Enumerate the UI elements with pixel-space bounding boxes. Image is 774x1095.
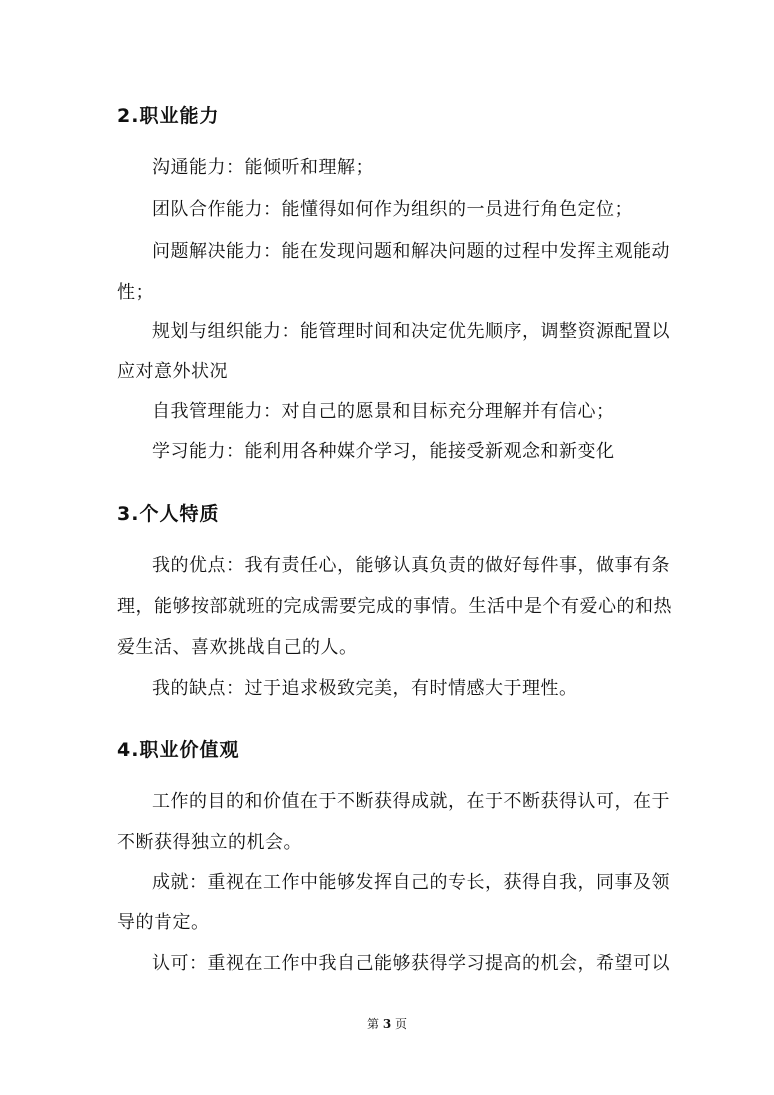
- paragraph-line: 性；: [117, 282, 154, 303]
- paragraph-line: 不断获得独立的机会。: [117, 832, 302, 853]
- paragraph-line: 团队合作能力：能懂得如何作为组织的一员进行角色定位；: [152, 199, 633, 220]
- paragraph-line: 沟通能力：能倾听和理解；: [152, 157, 374, 178]
- paragraph-line: 学习能力：能利用各种媒介学习，能接受新观念和新变化: [152, 441, 615, 462]
- paragraph-line: 爱生活、喜欢挑战自己的人。: [117, 637, 358, 658]
- section-heading-career-values: 4.职业价值观: [117, 739, 240, 761]
- paragraph-line: 理，能够按部就班的完成需要完成的事情。生活中是个有爱心的和热: [117, 596, 672, 617]
- paragraph-line: 自我管理能力：对自己的愿景和目标充分理解并有信心；: [152, 401, 615, 422]
- paragraph-line: 成就：重视在工作中能够发挥自己的专长，获得自我，同事及领: [152, 872, 670, 893]
- paragraph-line: 我的缺点：过于追求极致完美，有时情感大于理性。: [152, 678, 578, 699]
- footer-prefix: 第: [366, 1017, 379, 1031]
- paragraph-line: 工作的目的和价值在于不断获得成就，在于不断获得认可，在于: [152, 791, 670, 812]
- footer-suffix: 页: [395, 1017, 408, 1031]
- paragraph-line: 问题解决能力：能在发现问题和解决问题的过程中发挥主观能动: [152, 241, 670, 262]
- page-footer: [0, 1018, 774, 1030]
- paragraph-line: 应对意外状况: [117, 361, 228, 382]
- paragraph-line: 规划与组织能力：能管理时间和决定优先顺序，调整资源配置以: [152, 321, 670, 342]
- paragraph-line: 认可：重视在工作中我自己能够获得学习提高的机会，希望可以: [152, 953, 670, 974]
- paragraph-line: 导的肯定。: [117, 912, 210, 933]
- section-heading-personal-traits: 3.个人特质: [117, 503, 220, 525]
- section-heading-career-ability: 2.职业能力: [117, 105, 220, 127]
- paragraph-line: 我的优点：我有责任心，能够认真负责的做好每件事，做事有条: [152, 555, 670, 576]
- page-number: 3: [382, 1017, 392, 1031]
